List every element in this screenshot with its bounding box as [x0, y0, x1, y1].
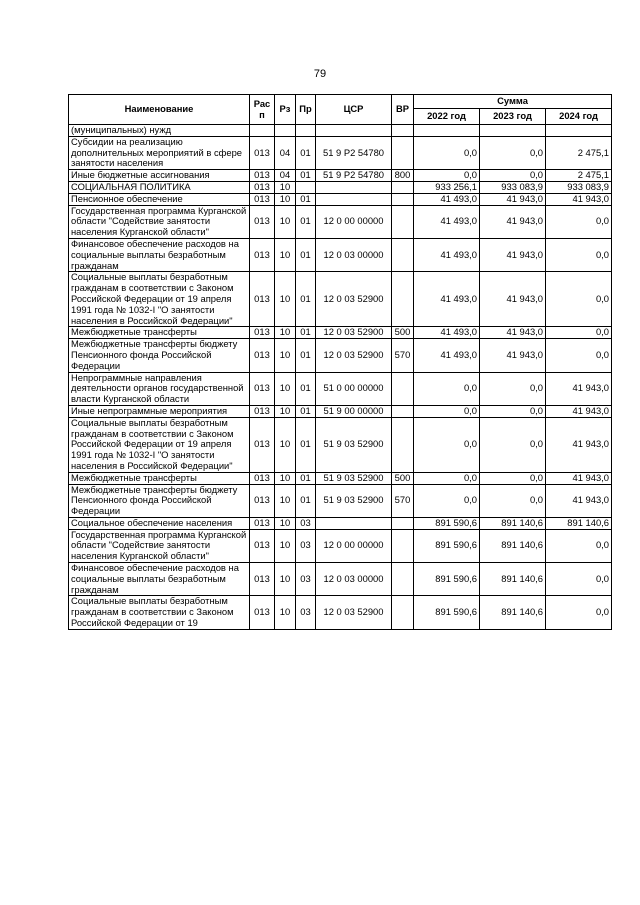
row-value-2022: 41 493,0: [414, 193, 480, 205]
row-value-2024: 891 140,6: [546, 517, 612, 529]
table-row: [69, 238, 612, 271]
row-name: Социальные выплаты безработным гражданам в соответствии с Законом Российской Федерации от 19 апреля 1991 года № 1032-I "О занятости населения в Российской Федерации": [69, 417, 250, 472]
row-pr: 03: [296, 563, 316, 596]
row-vr: [392, 136, 414, 169]
row-value-2022: 0,0: [414, 136, 480, 169]
row-vr: [392, 238, 414, 271]
row-rasp: 013: [250, 472, 275, 484]
row-value-2023: 41 943,0: [480, 205, 546, 238]
row-rz: 10: [275, 472, 296, 484]
row-value-2022: 0,0: [414, 417, 480, 472]
row-pr: 01: [296, 238, 316, 271]
row-rasp: 013: [250, 405, 275, 417]
row-rz: 10: [275, 205, 296, 238]
row-value-2023: 41 943,0: [480, 327, 546, 339]
row-value-2023: 0,0: [480, 484, 546, 517]
row-csr: 12 0 03 00000: [316, 563, 392, 596]
row-rz: 04: [275, 136, 296, 169]
row-vr: [392, 417, 414, 472]
row-rz: 10: [275, 339, 296, 372]
row-value-2022: 41 493,0: [414, 238, 480, 271]
row-pr: 01: [296, 417, 316, 472]
row-rz: 10: [275, 596, 296, 629]
row-vr: 500: [392, 472, 414, 484]
row-rasp: 013: [250, 517, 275, 529]
row-value-2023: 891 140,6: [480, 596, 546, 629]
row-vr: [392, 181, 414, 193]
row-rasp: 013: [250, 372, 275, 405]
row-pr: 03: [296, 517, 316, 529]
row-rasp: 013: [250, 339, 275, 372]
row-vr: [392, 596, 414, 629]
row-rasp: 013: [250, 272, 275, 327]
row-name: Государственная программа Курганской области "Содействие занятости населения Курганской области": [69, 529, 250, 562]
table-row: [69, 327, 612, 339]
row-rasp: [250, 125, 275, 137]
row-name: Социальные выплаты безработным гражданам в соответствии с Законом Российской Федерации от 19: [69, 596, 250, 629]
row-name: Межбюджетные трансферты: [69, 472, 250, 484]
row-value-2024: 41 943,0: [546, 372, 612, 405]
row-value-2023: 933 083,9: [480, 181, 546, 193]
row-value-2022: 0,0: [414, 405, 480, 417]
row-name: Пенсионное обеспечение: [69, 193, 250, 205]
row-csr: 51 9 03 52900: [316, 417, 392, 472]
row-rasp: 013: [250, 136, 275, 169]
row-value-2023: 891 140,6: [480, 529, 546, 562]
row-rasp: 013: [250, 563, 275, 596]
row-value-2022: 41 493,0: [414, 339, 480, 372]
row-pr: 03: [296, 529, 316, 562]
row-value-2022: 891 590,6: [414, 517, 480, 529]
row-value-2023: 0,0: [480, 405, 546, 417]
row-name: (муниципальных) нужд: [69, 125, 250, 137]
row-value-2023: 0,0: [480, 472, 546, 484]
row-vr: 500: [392, 327, 414, 339]
row-name: Межбюджетные трансферты бюджету Пенсионного фонда Российской Федерации: [69, 339, 250, 372]
row-rasp: 013: [250, 417, 275, 472]
row-value-2022: 41 493,0: [414, 205, 480, 238]
table-row: [69, 125, 612, 137]
row-rz: 10: [275, 417, 296, 472]
row-value-2024: 41 943,0: [546, 193, 612, 205]
row-name: Социальное обеспечение населения: [69, 517, 250, 529]
header-sum: Сумма: [414, 95, 612, 109]
row-pr: 01: [296, 170, 316, 182]
header-pr: Пр: [296, 95, 316, 125]
table-row: [69, 596, 612, 629]
table-row: [69, 563, 612, 596]
row-value-2023: 0,0: [480, 170, 546, 182]
table-row: [69, 484, 612, 517]
row-value-2022: 933 256,1: [414, 181, 480, 193]
row-rz: [275, 125, 296, 137]
row-value-2022: 891 590,6: [414, 529, 480, 562]
header-2024: 2024 год: [546, 109, 612, 125]
row-pr: [296, 125, 316, 137]
row-rasp: 013: [250, 181, 275, 193]
row-rasp: 013: [250, 596, 275, 629]
row-pr: 01: [296, 205, 316, 238]
row-vr: 570: [392, 484, 414, 517]
row-rz: 04: [275, 170, 296, 182]
row-vr: [392, 529, 414, 562]
row-value-2022: 891 590,6: [414, 563, 480, 596]
row-rz: 10: [275, 484, 296, 517]
row-name: Иные непрограммные мероприятия: [69, 405, 250, 417]
row-name: СОЦИАЛЬНАЯ ПОЛИТИКА: [69, 181, 250, 193]
table-header: [69, 95, 612, 125]
row-value-2022: 0,0: [414, 170, 480, 182]
row-value-2022: 41 493,0: [414, 272, 480, 327]
row-pr: 01: [296, 372, 316, 405]
row-csr: 12 0 03 52900: [316, 327, 392, 339]
row-value-2023: 41 943,0: [480, 238, 546, 271]
row-csr: 51 9 00 00000: [316, 405, 392, 417]
row-value-2024: 0,0: [546, 272, 612, 327]
table-row: [69, 417, 612, 472]
row-name: Финансовое обеспечение расходов на социальные выплаты безработным гражданам: [69, 563, 250, 596]
row-value-2024: 0,0: [546, 327, 612, 339]
row-vr: [392, 193, 414, 205]
row-value-2023: 0,0: [480, 372, 546, 405]
page-number: 79: [313, 68, 327, 80]
row-name: Государственная программа Курганской области "Содействие занятости населения Курганской области": [69, 205, 250, 238]
row-csr: 12 0 00 00000: [316, 205, 392, 238]
row-pr: 01: [296, 405, 316, 417]
row-pr: 01: [296, 193, 316, 205]
row-rz: 10: [275, 193, 296, 205]
row-rasp: 013: [250, 238, 275, 271]
header-2023: 2023 год: [480, 109, 546, 125]
row-name: Социальные выплаты безработным гражданам в соответствии с Законом Российской Федерации от 19 апреля 1991 года № 1032-I "О занятости населения в Российской Федерации": [69, 272, 250, 327]
row-value-2023: 891 140,6: [480, 563, 546, 596]
row-csr: 12 0 03 52900: [316, 339, 392, 372]
row-value-2024: 0,0: [546, 339, 612, 372]
table-row: [69, 136, 612, 169]
row-value-2024: 41 943,0: [546, 417, 612, 472]
row-rz: 10: [275, 238, 296, 271]
row-pr: 03: [296, 596, 316, 629]
row-value-2022: 41 493,0: [414, 327, 480, 339]
row-name: Субсидии на реализацию дополнительных мероприятий в сфере занятости населения: [69, 136, 250, 169]
row-csr: 51 9 03 52900: [316, 472, 392, 484]
row-value-2022: [414, 125, 480, 137]
row-value-2023: 0,0: [480, 136, 546, 169]
row-rasp: 013: [250, 170, 275, 182]
row-name: Финансовое обеспечение расходов на социальные выплаты безработным гражданам: [69, 238, 250, 271]
table-row: [69, 372, 612, 405]
table-row: [69, 205, 612, 238]
row-pr: 01: [296, 136, 316, 169]
row-value-2024: 0,0: [546, 529, 612, 562]
row-name: Непрограммные направления деятельности органов государственной власти Курганской области: [69, 372, 250, 405]
row-rasp: 013: [250, 193, 275, 205]
row-value-2022: 0,0: [414, 472, 480, 484]
row-pr: 01: [296, 472, 316, 484]
header-rasp: Рас п: [250, 95, 275, 125]
row-pr: 01: [296, 272, 316, 327]
row-value-2024: 41 943,0: [546, 405, 612, 417]
header-name: Наименование: [69, 95, 250, 125]
row-csr: 12 0 03 52900: [316, 272, 392, 327]
row-pr: 01: [296, 339, 316, 372]
row-pr: 01: [296, 484, 316, 517]
row-csr: 12 0 03 52900: [316, 596, 392, 629]
table-row: [69, 529, 612, 562]
table-row: [69, 272, 612, 327]
row-value-2023: 41 943,0: [480, 193, 546, 205]
row-value-2024: 0,0: [546, 205, 612, 238]
table-row: [69, 170, 612, 182]
row-csr: [316, 181, 392, 193]
row-vr: [392, 272, 414, 327]
row-value-2024: 2 475,1: [546, 136, 612, 169]
row-rz: 10: [275, 517, 296, 529]
row-value-2022: 891 590,6: [414, 596, 480, 629]
row-rz: 10: [275, 272, 296, 327]
header-vr: ВР: [392, 95, 414, 125]
row-value-2024: 41 943,0: [546, 472, 612, 484]
row-vr: [392, 517, 414, 529]
row-value-2024: 2 475,1: [546, 170, 612, 182]
row-csr: 12 0 00 00000: [316, 529, 392, 562]
row-value-2024: [546, 125, 612, 137]
header-rz: Рз: [275, 95, 296, 125]
row-pr: 01: [296, 327, 316, 339]
row-rasp: 013: [250, 529, 275, 562]
row-rz: 10: [275, 529, 296, 562]
table-row: [69, 193, 612, 205]
row-vr: [392, 372, 414, 405]
row-value-2022: 0,0: [414, 484, 480, 517]
row-vr: 570: [392, 339, 414, 372]
row-value-2024: 41 943,0: [546, 484, 612, 517]
row-vr: [392, 405, 414, 417]
row-vr: [392, 205, 414, 238]
row-vr: [392, 125, 414, 137]
row-csr: [316, 125, 392, 137]
row-vr: 800: [392, 170, 414, 182]
table-body: [69, 125, 612, 630]
row-rz: 10: [275, 563, 296, 596]
row-name: Межбюджетные трансферты: [69, 327, 250, 339]
row-value-2023: 0,0: [480, 417, 546, 472]
row-rasp: 013: [250, 205, 275, 238]
row-value-2024: 0,0: [546, 563, 612, 596]
row-rz: 10: [275, 405, 296, 417]
row-value-2024: 933 083,9: [546, 181, 612, 193]
row-rz: 10: [275, 181, 296, 193]
row-pr: [296, 181, 316, 193]
row-rasp: 013: [250, 327, 275, 339]
table-row: [69, 405, 612, 417]
row-vr: [392, 563, 414, 596]
budget-table: [68, 94, 612, 630]
row-csr: 51 9 P2 54780: [316, 136, 392, 169]
row-value-2023: 41 943,0: [480, 272, 546, 327]
row-csr: 12 0 03 00000: [316, 238, 392, 271]
row-csr: 51 0 00 00000: [316, 372, 392, 405]
row-value-2024: 0,0: [546, 596, 612, 629]
table-row: [69, 472, 612, 484]
table-row: [69, 339, 612, 372]
row-csr: 51 9 P2 54780: [316, 170, 392, 182]
row-value-2023: [480, 125, 546, 137]
header-csr: ЦСР: [316, 95, 392, 125]
row-csr: [316, 517, 392, 529]
row-value-2022: 0,0: [414, 372, 480, 405]
row-name: Иные бюджетные ассигнования: [69, 170, 250, 182]
row-rz: 10: [275, 327, 296, 339]
row-csr: [316, 193, 392, 205]
row-csr: 51 9 03 52900: [316, 484, 392, 517]
header-2022: 2022 год: [414, 109, 480, 125]
row-value-2023: 41 943,0: [480, 339, 546, 372]
row-name: Межбюджетные трансферты бюджету Пенсионного фонда Российской Федерации: [69, 484, 250, 517]
row-rz: 10: [275, 372, 296, 405]
row-value-2024: 0,0: [546, 238, 612, 271]
table-row: [69, 517, 612, 529]
row-value-2023: 891 140,6: [480, 517, 546, 529]
row-rasp: 013: [250, 484, 275, 517]
table-row: [69, 181, 612, 193]
